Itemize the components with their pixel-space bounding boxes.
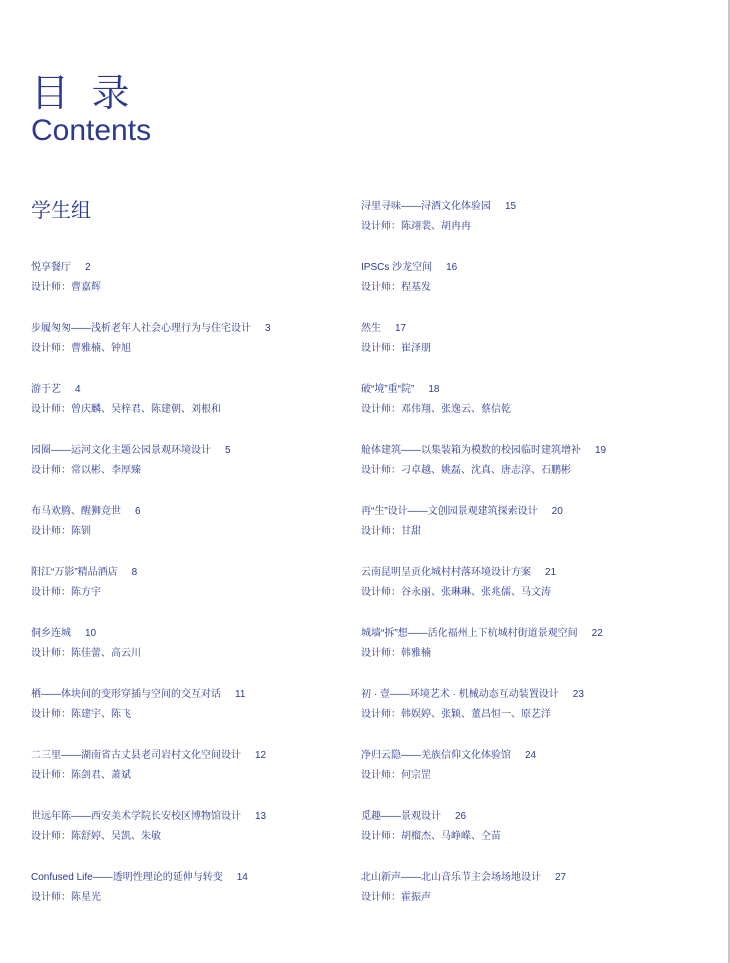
entry-designer: 设计师：陈佳蕾、高云川 (31, 648, 141, 659)
entry-title: 然生 (361, 323, 381, 334)
toc-entry[interactable] (31, 505, 371, 539)
entry-title: Confused Life——透明性理论的延伸与转变 (31, 872, 223, 883)
entry-page: 13 (255, 811, 267, 822)
entry-page: 22 (591, 628, 603, 639)
toc-entry[interactable] (361, 261, 701, 295)
entry-designer: 设计师：胡榴杰、马峥嵘、仝苗 (361, 831, 501, 842)
entry-title: 栖——体块间的变形穿插与空间的交互对话 (31, 689, 221, 700)
toc-entry[interactable] (31, 383, 371, 417)
toc-entry[interactable] (31, 627, 371, 661)
entry-page: 26 (455, 811, 467, 822)
toc-entry[interactable] (361, 383, 701, 417)
entry-designer: 设计师：陈剑君、萧斌 (31, 770, 131, 781)
entry-designer: 设计师：陈钏 (31, 526, 91, 537)
entry-designer: 设计师：何宗罡 (361, 770, 431, 781)
toc-entry[interactable] (31, 871, 371, 905)
entry-designer: 设计师：韩雅楠 (361, 648, 431, 659)
entry-page: 17 (395, 323, 407, 334)
entry-title: 阳江“万影”精品酒店 (31, 567, 118, 578)
entry-title: 布马欢腾、醒狮竞世 (31, 506, 121, 517)
entry-title: 初 · 壹——环境艺术 · 机械动态互动装置设计 (361, 689, 559, 700)
entry-page: 16 (446, 262, 458, 273)
toc-entry[interactable] (361, 444, 701, 478)
entry-designer: 设计师：崔泽朋 (361, 343, 431, 354)
entry-designer: 设计师：曹嘉辉 (31, 282, 101, 293)
entry-designer: 设计师：常以彬、李厚臻 (31, 465, 141, 476)
entry-page: 2 (85, 262, 91, 273)
entry-designer: 设计师：陈方宇 (31, 587, 101, 598)
entry-title: 城墙“拆”想——活化福州上下杭城村街道景观空间 (361, 628, 578, 639)
toc-entry[interactable] (31, 322, 371, 356)
entry-designer: 设计师：陈翊裴、胡冉冉 (361, 221, 471, 232)
entry-title: 侗乡连城 (31, 628, 71, 639)
entry-page: 8 (131, 567, 138, 578)
entry-title: 悦享餐厅 (31, 262, 71, 273)
toc-entry[interactable] (361, 322, 701, 356)
entry-designer: 设计师：曹雅楠、钟旭 (31, 343, 131, 354)
entry-designer: 设计师：刁卓越、姚磊、沈真、唐志淳、石鹏彬 (361, 465, 571, 476)
entry-page: 5 (225, 445, 231, 456)
toc-entry[interactable] (31, 810, 371, 844)
page-title-en: Contents (31, 114, 152, 147)
entry-page: 4 (75, 384, 81, 395)
toc-entry[interactable] (361, 688, 701, 722)
entry-page: 21 (545, 567, 557, 578)
entry-page: 15 (505, 201, 517, 212)
entry-page: 12 (255, 750, 267, 761)
entry-designer: 设计师：陈星光 (31, 892, 101, 903)
entry-page: 23 (572, 689, 584, 700)
toc-entry[interactable] (31, 261, 371, 295)
entry-designer: 设计师：陈建宇、陈飞 (31, 709, 131, 720)
entry-page: 20 (551, 506, 563, 517)
entry-designer: 设计师：曾庆麟、吴梓君、陈建朝、刘根和 (31, 404, 221, 415)
entry-title: 净归云隐——羌族信仰文化体验馆 (361, 750, 511, 761)
toc-entry[interactable] (31, 688, 371, 722)
entry-page: 18 (428, 384, 440, 395)
entry-page: 19 (595, 445, 607, 456)
toc-entry[interactable] (31, 566, 371, 600)
entry-page: 27 (555, 872, 567, 883)
section-heading: 学生组 (31, 200, 91, 222)
entry-title: 园圈——运河文化主题公园景观环境设计 (31, 445, 211, 456)
toc-entry[interactable] (361, 505, 701, 539)
toc-entry[interactable] (361, 749, 701, 783)
toc-entry[interactable] (361, 810, 701, 844)
entry-title: IPSCs 沙龙空间 (361, 262, 433, 273)
entry-page: 3 (265, 323, 271, 334)
entry-title: 北山新声——北山音乐节主会场场地设计 (361, 872, 541, 883)
toc-entry[interactable] (361, 871, 701, 905)
entry-title: 步履匆匆——浅析老年人社会心理行为与住宅设计 (31, 323, 251, 334)
entry-title: 浔里寻味——浔酒文化体验园 (361, 201, 491, 212)
entry-title: 再“生”设计——文创园景观建筑探索设计 (361, 506, 538, 517)
entry-page: 24 (525, 750, 537, 761)
page-title-cn: 目 录 (31, 73, 136, 115)
toc-entry[interactable] (31, 749, 371, 783)
entry-title: 破“境”重“院” (361, 384, 415, 395)
entry-page: 11 (235, 689, 246, 700)
entry-page: 6 (135, 506, 141, 517)
entry-designer: 设计师：霍振声 (361, 892, 431, 903)
entry-title: 云南昆明呈贡化城村村落环境设计方案 (361, 567, 531, 578)
entry-designer: 设计师：韩娱婷、张颖、董昌恒一、原艺洋 (361, 709, 551, 720)
entry-page: 10 (85, 628, 97, 639)
entry-title: 舱体建筑——以集装箱为模数的校园临时建筑增补 (361, 445, 581, 456)
entry-title: 游于艺 (31, 384, 61, 395)
entry-designer: 设计师：甘甜 (361, 526, 421, 537)
toc-entry[interactable] (361, 627, 701, 661)
entry-designer: 设计师：谷永丽、张琳琳、张兆儒、马文涛 (361, 587, 551, 598)
entry-page: 14 (236, 872, 248, 883)
entry-title: 世远年陈——西安美术学院长安校区博物馆设计 (31, 811, 241, 822)
entry-designer: 设计师：陈舒婷、吴凯、朱敏 (31, 831, 161, 842)
toc-entry[interactable] (361, 200, 701, 234)
entry-title: 二三里——湖南省古丈县老司岩村文化空间设计 (31, 750, 241, 761)
entry-designer: 设计师：邓伟翔、张逸云、蔡信乾 (361, 404, 511, 415)
toc-entry[interactable] (31, 444, 371, 478)
entry-title: 觅趣——景观设计 (361, 811, 441, 822)
toc-entry[interactable] (361, 566, 701, 600)
entry-designer: 设计师：程基发 (361, 282, 431, 293)
